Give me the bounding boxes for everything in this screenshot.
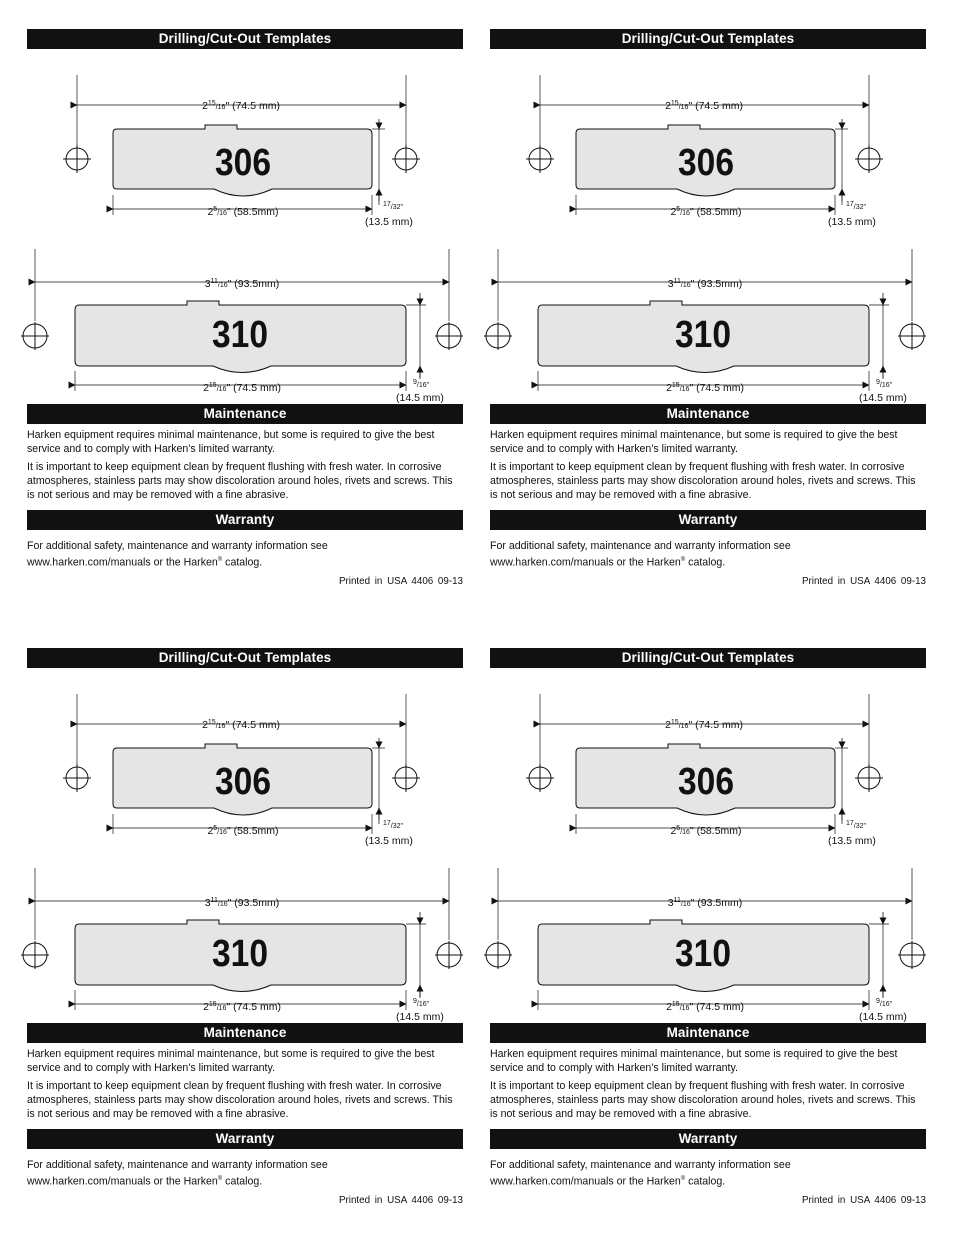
warranty-line-2-end: catalog. (685, 1175, 726, 1188)
warranty-paragraph (27, 1158, 463, 1189)
side-dimension-fraction: 9/16" (876, 998, 893, 1008)
panel-bottom-right (490, 648, 926, 1248)
printed-in-usa-footer: Printed in USA 4406 09-13 (338, 576, 463, 587)
mounting-hole-left (484, 322, 512, 350)
warranty-line-1: For additional safety, maintenance and warranty information see (490, 540, 791, 552)
bottom-dimension-label: $2^5_/16$" (58.5mm) (207, 206, 279, 218)
warranty-line-1: For additional safety, maintenance and warranty information see (27, 540, 328, 552)
warranty-line-2: www.harken.com/manuals or the Harken (490, 556, 681, 569)
side-dimension-mm: (14.5 mm) (396, 392, 444, 404)
top-dimension-label: $2^{15}_/16$" (74.5 mm) (665, 100, 743, 112)
side-dimension-mm: (13.5 mm) (365, 835, 413, 847)
mounting-hole-right (435, 941, 463, 969)
top-dimension-label: $2^{15}_/16$" (74.5 mm) (665, 719, 743, 731)
warranty-heading: Warranty (27, 1129, 463, 1149)
maintenance-paragraph-2: It is important to keep equipment clean by frequent flushing with fresh water. In corrosive atmospheres, stainless parts may show discoloration around holes, rivets and screws. This is not serious and may be removed with a fine abrasive. (27, 1080, 453, 1120)
mounting-hole-left (21, 941, 49, 969)
warranty-line-2: www.harken.com/manuals or the Harken (490, 1175, 681, 1188)
registered-mark: ® (217, 557, 223, 563)
mounting-hole-left (21, 322, 49, 350)
registered-mark: ® (680, 1176, 686, 1182)
top-dimension-label: $2^{15}_/16$" (74.5 mm) (202, 719, 280, 731)
side-dimension-fraction: 17/32" (846, 201, 867, 211)
mounting-hole-left (63, 764, 91, 792)
model-label-310: 310 (212, 314, 268, 356)
top-dimension-label: $3^{11}_/16$" (93.5mm) (667, 278, 743, 290)
side-dimension-fraction: 17/32" (383, 201, 404, 211)
maintenance-paragraph-1: Harken equipment requires minimal maintenance, but some is required to give the best service and to comply with Harken's limited warranty. (27, 1048, 435, 1074)
top-dimension-label: $2^{15}_/16$" (74.5 mm) (202, 100, 280, 112)
panel-top-right (490, 29, 926, 629)
warranty-heading: Warranty (490, 510, 926, 530)
bottom-dimension-label: $2^{15}_/16$" (74.5 mm) (666, 382, 744, 394)
mounting-hole-left (63, 145, 91, 173)
bottom-dimension-label: $2^{15}_/16$" (74.5 mm) (203, 382, 281, 394)
maintenance-paragraph-2: It is important to keep equipment clean by frequent flushing with fresh water. In corrosive atmospheres, stainless parts may show discoloration around holes, rivets and screws. This is not serious and may be removed with a fine abrasive. (490, 1080, 916, 1120)
warranty-line-1: For additional safety, maintenance and warranty information see (490, 1159, 791, 1171)
template-306-diagram (490, 674, 926, 847)
model-label-306: 306 (215, 761, 271, 803)
mounting-hole-right (855, 764, 883, 792)
bottom-dimension-label: $2^5_/16$" (58.5mm) (207, 825, 279, 837)
bottom-dimension-label: $2^5_/16$" (58.5mm) (670, 206, 742, 218)
maintenance-paragraph-2: It is important to keep equipment clean by frequent flushing with fresh water. In corrosive atmospheres, stainless parts may show discoloration around holes, rivets and screws. This is not serious and may be removed with a fine abrasive. (490, 461, 916, 501)
mounting-hole-left (484, 941, 512, 969)
side-dimension-mm: (14.5 mm) (396, 1011, 444, 1023)
model-label-306: 306 (678, 761, 734, 803)
template-310-diagram (27, 229, 463, 404)
maintenance-heading: Maintenance (27, 404, 463, 424)
mounting-hole-left (526, 145, 554, 173)
warranty-line-2-end: catalog. (222, 1175, 263, 1188)
mounting-hole-right (855, 145, 883, 173)
model-label-310: 310 (675, 933, 731, 975)
bottom-dimension-label: $2^5_/16$" (58.5mm) (670, 825, 742, 837)
panel-bottom-left (27, 648, 463, 1248)
model-label-310: 310 (675, 314, 731, 356)
side-dimension-fraction: 17/32" (846, 820, 867, 830)
side-dimension-fraction: 17/32" (383, 820, 404, 830)
side-dimension-fraction: 9/16" (413, 998, 430, 1008)
side-dimension-mm: (13.5 mm) (365, 216, 413, 228)
registered-mark: ® (680, 557, 686, 563)
warranty-heading: Warranty (27, 510, 463, 530)
mounting-hole-left (526, 764, 554, 792)
printed-in-usa-footer: Printed in USA 4406 09-13 (338, 1195, 463, 1206)
maintenance-paragraph-2: It is important to keep equipment clean by frequent flushing with fresh water. In corrosive atmospheres, stainless parts may show discoloration around holes, rivets and screws. This is not serious and may be removed with a fine abrasive. (27, 461, 453, 501)
mounting-hole-right (435, 322, 463, 350)
warranty-heading: Warranty (490, 1129, 926, 1149)
template-310-diagram (27, 848, 463, 1023)
model-label-306: 306 (215, 142, 271, 184)
printed-in-usa-footer: Printed in USA 4406 09-13 (801, 1195, 926, 1206)
template-310-diagram (490, 229, 926, 404)
panel-top-left (27, 29, 463, 629)
mounting-hole-right (392, 764, 420, 792)
templates-heading: Drilling/Cut-Out Templates (27, 648, 463, 668)
bottom-dimension-label: $2^{15}_/16$" (74.5 mm) (666, 1001, 744, 1013)
side-dimension-fraction: 9/16" (876, 379, 893, 389)
templates-heading: Drilling/Cut-Out Templates (490, 29, 926, 49)
template-306-diagram (490, 55, 926, 228)
warranty-line-2: www.harken.com/manuals or the Harken (27, 556, 218, 569)
maintenance-paragraph-1: Harken equipment requires minimal maintenance, but some is required to give the best service and to comply with Harken's limited warranty. (490, 1048, 898, 1074)
maintenance-paragraph-1: Harken equipment requires minimal maintenance, but some is required to give the best service and to comply with Harken's limited warranty. (27, 429, 435, 455)
registered-mark: ® (217, 1176, 223, 1182)
warranty-paragraph (490, 539, 926, 570)
warranty-paragraph (27, 539, 463, 570)
model-label-306: 306 (678, 142, 734, 184)
warranty-line-2-end: catalog. (222, 556, 263, 569)
mounting-hole-right (898, 322, 926, 350)
warranty-line-1: For additional safety, maintenance and warranty information see (27, 1159, 328, 1171)
model-label-310: 310 (212, 933, 268, 975)
top-dimension-label: $3^{11}_/16$" (93.5mm) (204, 278, 280, 290)
maintenance-heading: Maintenance (490, 404, 926, 424)
top-dimension-label: $3^{11}_/16$" (93.5mm) (204, 897, 280, 909)
warranty-paragraph (490, 1158, 926, 1189)
side-dimension-fraction: 9/16" (413, 379, 430, 389)
side-dimension-mm: (13.5 mm) (828, 216, 876, 228)
side-dimension-mm: (13.5 mm) (828, 835, 876, 847)
maintenance-heading: Maintenance (27, 1023, 463, 1043)
templates-heading: Drilling/Cut-Out Templates (27, 29, 463, 49)
warranty-line-2: www.harken.com/manuals or the Harken (27, 1175, 218, 1188)
printed-in-usa-footer: Printed in USA 4406 09-13 (801, 576, 926, 587)
mounting-hole-right (898, 941, 926, 969)
warranty-line-2-end: catalog. (685, 556, 726, 569)
template-310-diagram (490, 848, 926, 1023)
side-dimension-mm: (14.5 mm) (859, 1011, 907, 1023)
maintenance-heading: Maintenance (490, 1023, 926, 1043)
templates-heading: Drilling/Cut-Out Templates (490, 648, 926, 668)
top-dimension-label: $3^{11}_/16$" (93.5mm) (667, 897, 743, 909)
bottom-dimension-label: $2^{15}_/16$" (74.5 mm) (203, 1001, 281, 1013)
maintenance-paragraph-1: Harken equipment requires minimal maintenance, but some is required to give the best service and to comply with Harken's limited warranty. (490, 429, 898, 455)
template-306-diagram (27, 674, 463, 847)
template-306-diagram (27, 55, 463, 228)
mounting-hole-right (392, 145, 420, 173)
side-dimension-mm: (14.5 mm) (859, 392, 907, 404)
